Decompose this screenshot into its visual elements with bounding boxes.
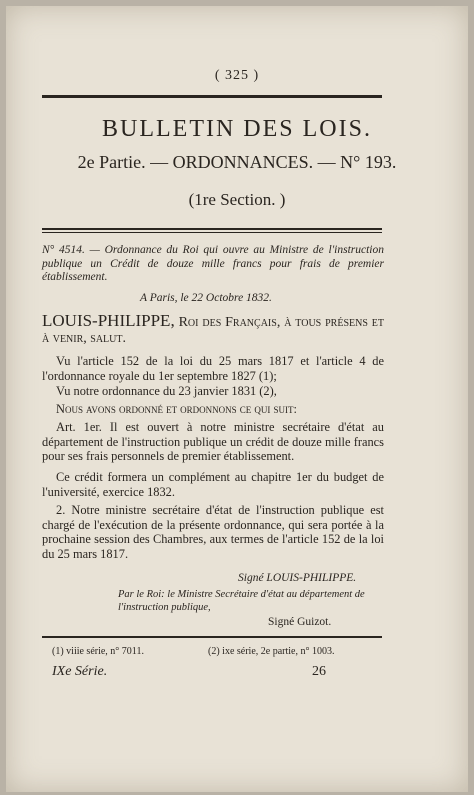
sheet-number: 26: [312, 664, 326, 679]
footnote-1: (1) viiie série, n° 7011.: [52, 646, 144, 657]
section-label: (1re Section. ): [188, 190, 286, 209]
par-le-roi: Par le Roi: le Ministre Secrétaire d'état au département de l'instruction publique,: [118, 589, 365, 613]
intro-text: Roi des Français, à tous présens et à venir, salut.: [42, 315, 384, 346]
king-name: LOUIS-PHILIPPE,: [42, 311, 175, 330]
signed-king: Signé LOUIS-PHILIPPE.: [238, 572, 357, 584]
vu-paragraph-1: Vu l'article 152 de la loi du 25 mars 1817 et l'article 4 de l'ordonnance royale du 1er septembre 1827 (1);: [42, 354, 384, 383]
king-intro: [42, 313, 384, 347]
ordinance-heading: N° 4514. — Ordonnance du Roi qui ouvre au Ministre de l'instruction publique un Crédit de douze mille francs pour frais de premier établissement.: [42, 244, 384, 283]
footnote-2: (2) ixe série, 2e partie, n° 1003.: [208, 646, 335, 657]
page-number: ( 325 ): [214, 68, 260, 83]
article-1-credit: Ce crédit formera un complément au chapitre 1er du budget de l'université, exercice 1832.: [42, 470, 384, 499]
article-1: Art. 1er. Il est ouvert à notre ministre secrétaire d'état au département de l'instruction publique un crédit de douze mille francs pour ses frais personnels de premier établissement.: [42, 420, 384, 463]
section-rule: [42, 228, 382, 230]
part-subtitle: 2e Partie. — ORDONNANCES. — N° 193.: [77, 152, 397, 172]
place-date: A Paris, le 22 Octobre 1832.: [140, 292, 272, 304]
signed-minister: Signé Guizot.: [268, 616, 332, 628]
footer-rule: [42, 636, 382, 638]
top-rule: [42, 95, 382, 98]
article-2: 2. Notre ministre secrétaire d'état de l'instruction publique est chargé de l'exécution de la présente ordonnance, qui sera portée à la prochaine session des Chambres, aux termes de l'article 152 de la loi du 25 mars 1817.: [42, 503, 384, 561]
series-label: IXe Série.: [52, 664, 108, 679]
section-rule-thin: [42, 232, 382, 233]
bulletin-title: BULLETIN DES LOIS.: [102, 116, 372, 142]
decree-line: Nous avons ordonné et ordonnons ce qui suit:: [56, 402, 297, 416]
vu-paragraph-2: Vu notre ordonnance du 23 janvier 1831 (2),: [56, 384, 277, 398]
